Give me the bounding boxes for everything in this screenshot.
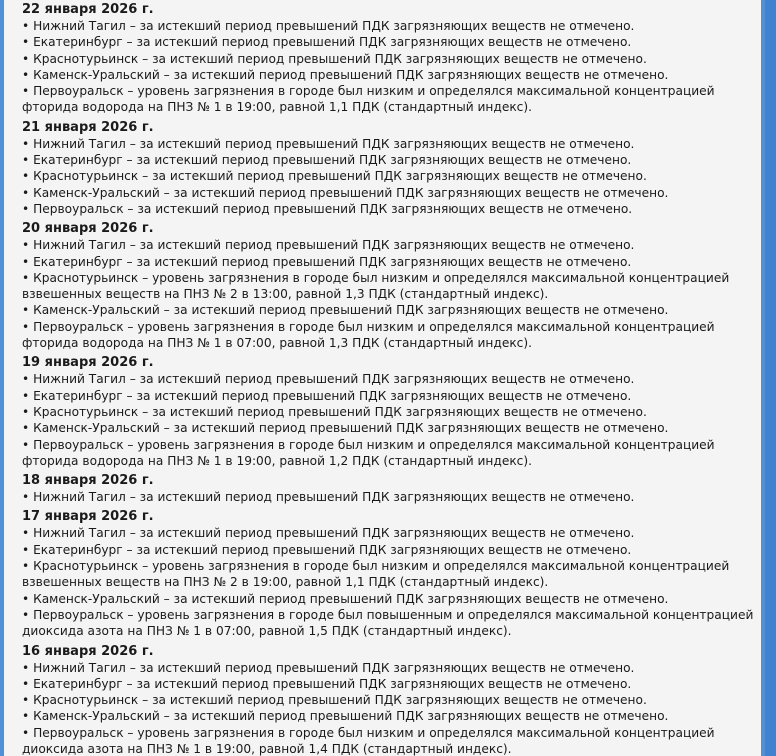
day-block <box>22 644 757 756</box>
day-date-heading: 20 января 2026 г. <box>22 221 154 237</box>
city-report-line: • Краснотурьинск – за истекший период превышений ПДК загрязняющих веществ не отмечено. <box>22 693 647 708</box>
vertical-scrollbar[interactable] <box>765 0 776 756</box>
city-report-line: • Первоуральск – уровень загрязнения в городе был низким и определялся максимальной концентрацией фторида водорода на ПНЗ № 1 в 07:00, равной 1,3 ПДК (стандартный индекс). <box>22 319 715 351</box>
city-report-line: • Екатеринбург – за истекший период превышений ПДК загрязняющих веществ не отмечено. <box>22 388 632 403</box>
city-report-line: • Первоуральск – уровень загрязнения в городе был повышенным и определялся максимальной концентрацией диоксида азота на ПНЗ № 1 в 07:00, равной 1,5 ПДК (стандартный индекс). <box>22 607 754 639</box>
city-report-line: • Нижний Тагил – за истекший период превышений ПДК загрязняющих веществ не отмечено. <box>22 19 635 33</box>
city-report-line: • Первоуральск – уровень загрязнения в городе был низким и определялся максимальной концентрацией фторида водорода на ПНЗ № 1 в 19:00, равной 1,2 ПДК (стандартный индекс). <box>22 437 715 468</box>
city-report-line: • Краснотурьинск – уровень загрязнения в городе был низким и определялся максимальной концентрацией взвешенных веществ на ПНЗ № 2 в 19:00, равной 1,1 ПДК (стандартный индекс). <box>22 559 730 590</box>
day-date-heading: 16 января 2026 г. <box>22 643 154 659</box>
report-content <box>22 2 757 756</box>
city-report-line: • Каменск-Уральский – за истекший период превышений ПДК загрязняющих веществ не отмечено. <box>22 709 669 724</box>
city-report-line: • Каменск-Уральский – за истекший период превышений ПДК загрязняющих веществ не отмечено. <box>22 67 669 82</box>
day-block <box>22 2 757 116</box>
city-report-line: • Екатеринбург – за истекший период превышений ПДК загрязняющих веществ не отмечено. <box>22 254 632 269</box>
city-report-line: • Нижний Тагил – за истекший период превышений ПДК загрязняющих веществ не отмечено. <box>22 660 635 675</box>
day-block <box>22 509 757 639</box>
city-report-line: • Первоуральск – уровень загрязнения в городе был низким и определялся максимальной концентрацией фторида водорода на ПНЗ № 1 в 19:00, равной 1,1 ПДК (стандартный индекс). <box>22 84 715 115</box>
city-report-line: • Каменск-Уральский – за истекший период превышений ПДК загрязняющих веществ не отмечено. <box>22 185 669 200</box>
city-report-line: • Краснотурьинск – уровень загрязнения в городе был низким и определялся максимальной концентрацией взвешенных веществ на ПНЗ № 2 в 13:00, равной 1,3 ПДК (стандартный индекс). <box>22 270 730 302</box>
city-report-line: • Нижний Тагил – за истекший период превышений ПДК загрязняющих веществ не отмечено. <box>22 490 635 505</box>
city-report-line: • Екатеринбург – за истекший период превышений ПДК загрязняющих веществ не отмечено. <box>22 35 632 50</box>
city-report-line: • Краснотурьинск – за истекший период превышений ПДК загрязняющих веществ не отмечено. <box>22 169 647 184</box>
day-block <box>22 120 757 217</box>
city-report-line: • Нижний Тагил – за истекший период превышений ПДК загрязняющих веществ не отмечено. <box>22 136 635 151</box>
day-date-heading: 19 января 2026 г. <box>22 355 154 371</box>
day-block <box>22 355 757 469</box>
city-report-line: • Екатеринбург – за истекший период превышений ПДК загрязняющих веществ не отмечено. <box>22 676 632 691</box>
city-report-line: • Каменск-Уральский – за истекший период превышений ПДК загрязняющих веществ не отмечено. <box>22 303 669 318</box>
city-report-line: • Нижний Тагил – за истекший период превышений ПДК загрязняющих веществ не отмечено. <box>22 238 635 253</box>
city-report-line: • Нижний Тагил – за истекший период превышений ПДК загрязняющих веществ не отмечено. <box>22 526 635 541</box>
city-report-line: • Екатеринбург – за истекший период превышений ПДК загрязняющих веществ не отмечено. <box>22 542 632 557</box>
city-report-line: • Екатеринбург – за истекший период превышений ПДК загрязняющих веществ не отмечено. <box>22 153 632 168</box>
city-report-line: • Каменск-Уральский – за истекший период превышений ПДК загрязняющих веществ не отмечено. <box>22 421 669 436</box>
city-report-line: • Первоуральск – за истекший период превышений ПДК загрязняющих веществ не отмечено. <box>22 201 633 216</box>
city-report-line: • Первоуральск – уровень загрязнения в городе был низким и определялся максимальной концентрацией диоксида азота на ПНЗ № 1 в 19:00, равной 1,4 ПДК (стандартный индекс). <box>22 725 715 756</box>
air-quality-report-panel <box>4 0 761 756</box>
day-date-heading: 22 января 2026 г. <box>22 2 154 17</box>
city-report-line: • Краснотурьинск – за истекший период превышений ПДК загрязняющих веществ не отмечено. <box>22 51 647 66</box>
day-date-heading: 18 января 2026 г. <box>22 473 154 489</box>
city-report-line: • Краснотурьинск – за истекший период превышений ПДК загрязняющих веществ не отмечено. <box>22 404 647 419</box>
day-block <box>22 221 757 351</box>
day-date-heading: 21 января 2026 г. <box>22 119 154 135</box>
city-report-line: • Нижний Тагил – за истекший период превышений ПДК загрязняющих веществ не отмечено. <box>22 372 635 387</box>
day-block <box>22 473 757 505</box>
city-report-line: • Каменск-Уральский – за истекший период превышений ПДК загрязняющих веществ не отмечено. <box>22 591 669 606</box>
day-date-heading: 17 января 2026 г. <box>22 509 154 525</box>
